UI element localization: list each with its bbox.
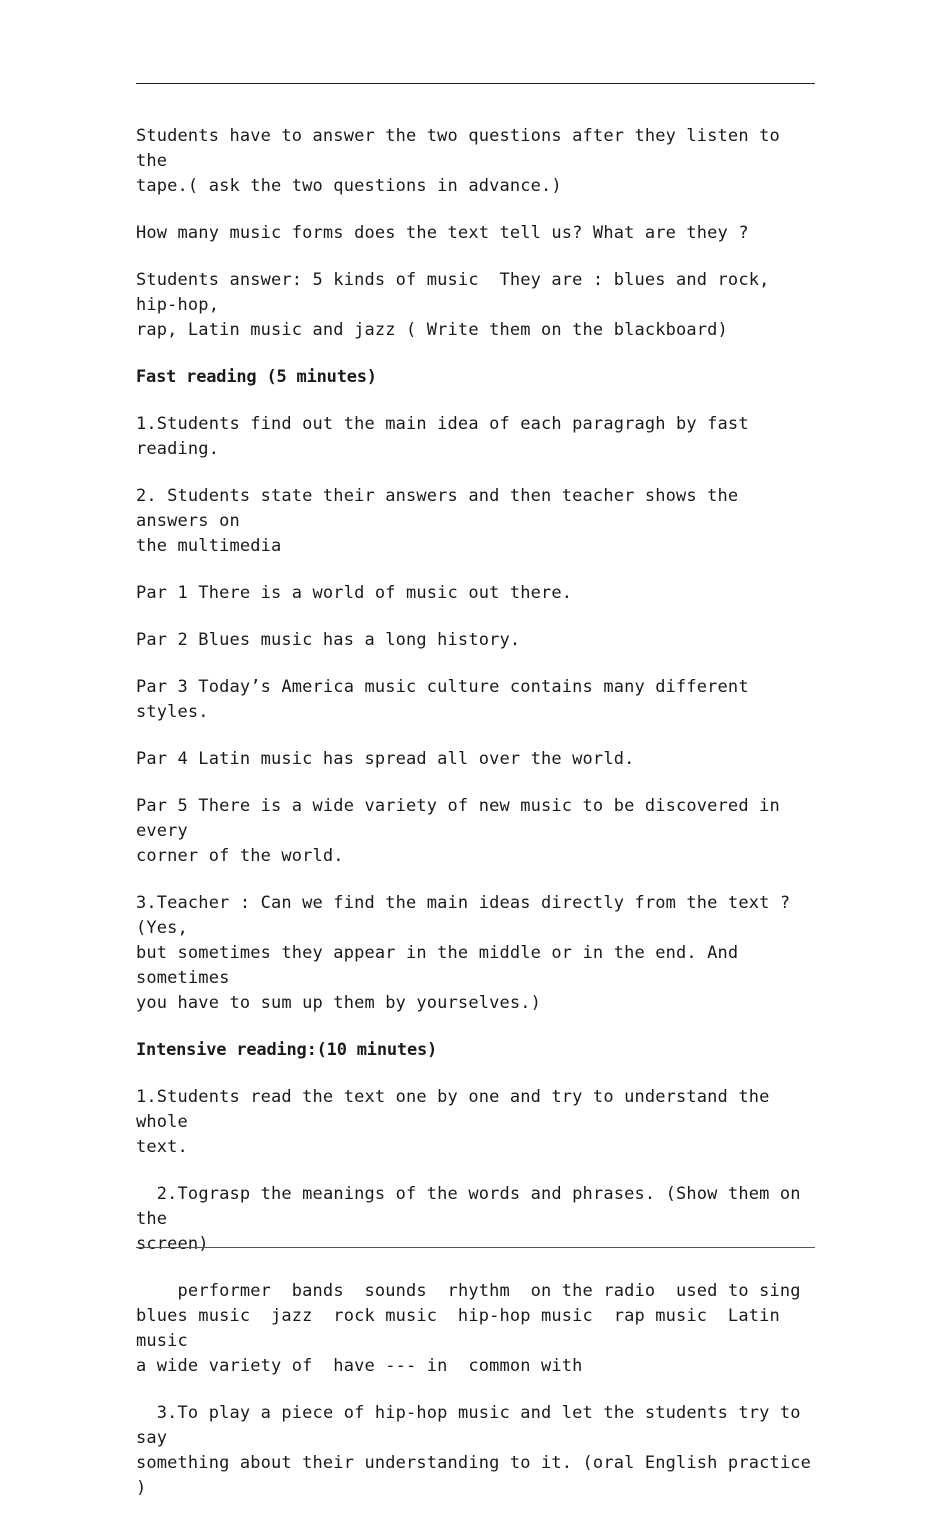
text-line: 1.Students find out the main idea of each paragragh by fast reading. <box>136 414 760 459</box>
paragraph <box>136 124 816 199</box>
text-line: corner of the world. <box>136 846 344 866</box>
text-line: a wide variety of have --- in common with <box>136 1356 583 1376</box>
text-line: tape.( ask the two questions in advance.) <box>136 176 562 196</box>
paragraph <box>136 1401 822 1501</box>
text-line: How many music forms does the text tell us? What are they ? <box>136 223 749 243</box>
paragraph <box>136 484 816 559</box>
section-heading <box>136 1038 816 1063</box>
paragraph <box>136 581 816 606</box>
paragraph <box>136 1085 816 1160</box>
header-rule <box>136 83 815 84</box>
text-line: rap, Latin music and jazz ( Write them on the blackboard) <box>136 320 728 340</box>
text-line: Par 5 There is a wide variety of new music to be discovered in every <box>136 796 791 841</box>
text-line: the multimedia <box>136 536 282 556</box>
text-line: Par 1 There is a world of music out there. <box>136 583 573 603</box>
paragraph <box>136 221 816 246</box>
paragraph <box>136 675 816 725</box>
paragraph <box>136 747 816 772</box>
text-line: 3.To play a piece of hip-hop music and let the students try to say <box>136 1403 812 1448</box>
text-line: 2. Students state their answers and then teacher shows the answers on <box>136 486 749 531</box>
paragraph <box>136 268 816 343</box>
text-line: blues music jazz rock music hip-hop music rap music Latin music <box>136 1306 791 1351</box>
text-line: Students answer: 5 kinds of music They are : blues and rock, hip-hop, <box>136 270 780 315</box>
text-line: Intensive reading:(10 minutes) <box>136 1040 438 1060</box>
text-line: 3.Teacher : Can we find the main ideas directly from the text ? (Yes, <box>136 893 801 938</box>
paragraph <box>136 794 816 869</box>
text-line: something about their understanding to it. (oral English practice ) <box>136 1453 822 1498</box>
section-heading <box>136 365 816 390</box>
text-line: 2.Tograsp the meanings of the words and phrases. (Show them on the <box>136 1184 812 1229</box>
text-line: performer bands sounds rhythm on the radio used to sing <box>136 1281 801 1301</box>
text-line: Par 3 Today’s America music culture contains many different styles. <box>136 677 760 722</box>
text-line: Fast reading (5 minutes) <box>136 367 377 387</box>
paragraph <box>136 891 816 1016</box>
text-line: screen) <box>136 1234 209 1254</box>
text-line: you have to sum up them by yourselves.) <box>136 993 542 1013</box>
paragraph <box>136 1279 816 1379</box>
paragraph <box>136 628 816 653</box>
document-body <box>136 124 822 1523</box>
text-line: Par 2 Blues music has a long history. <box>136 630 521 650</box>
text-line: text. <box>136 1137 188 1157</box>
text-line: Students have to answer the two questions after they listen to the <box>136 126 791 171</box>
text-line: Par 4 Latin music has spread all over the world. <box>136 749 635 769</box>
text-line: but sometimes they appear in the middle or in the end. And sometimes <box>136 943 749 988</box>
paragraph <box>136 1182 816 1257</box>
text-line: 1.Students read the text one by one and try to understand the whole <box>136 1087 780 1132</box>
paragraph <box>136 412 816 462</box>
footer-rule <box>136 1247 815 1248</box>
